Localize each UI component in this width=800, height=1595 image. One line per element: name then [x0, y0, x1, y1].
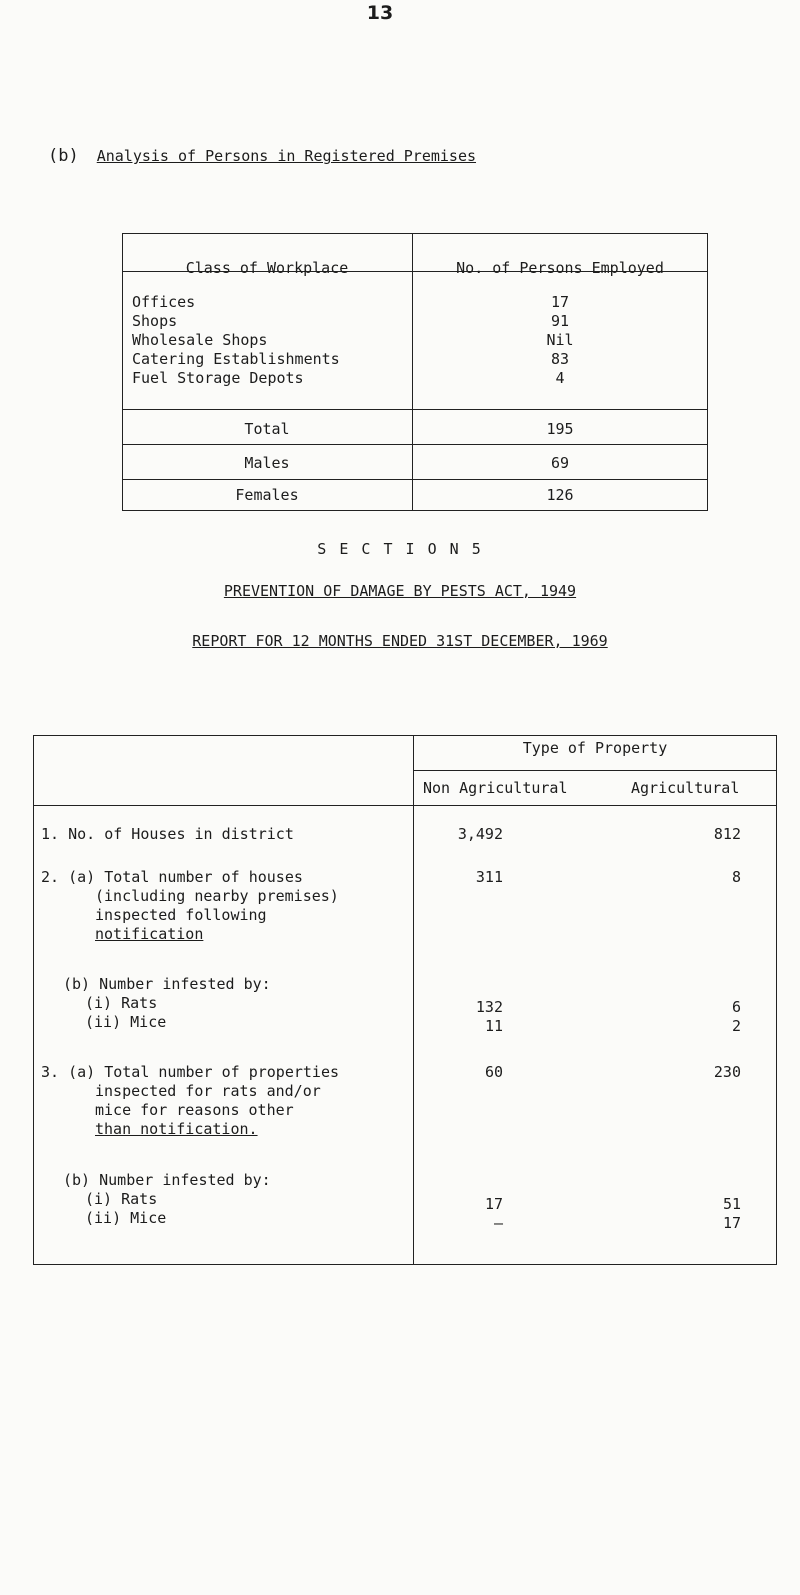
- females-count: 126: [546, 486, 574, 504]
- row-count: Nil: [546, 331, 574, 349]
- row3b-mice-non-agri: –: [493, 1214, 503, 1232]
- row2a-non-agri: 311: [475, 868, 503, 886]
- total-count: 195: [546, 420, 574, 438]
- total-label: Total: [244, 420, 290, 438]
- non-agricultural-header: Non Agricultural: [423, 779, 568, 797]
- section-b-label: (b): [48, 146, 79, 166]
- row3b-label: (b) Number infested by:: [63, 1171, 271, 1189]
- section-b-heading: [48, 146, 476, 166]
- row1-agri: 812: [713, 825, 741, 843]
- row3a-agri: 230: [713, 1063, 741, 1081]
- row-count: 17: [550, 293, 570, 311]
- row2a-label-4: notification: [95, 925, 204, 943]
- type-of-property-header: Type of Property: [522, 739, 668, 757]
- row3a-label-1: 3. (a) Total number of properties: [41, 1063, 340, 1081]
- agricultural-header: Agricultural: [631, 779, 740, 797]
- report-title: REPORT FOR 12 MONTHS ENDED 31ST DECEMBER, 1969: [192, 632, 608, 650]
- row2b-rats-label: (i) Rats: [85, 994, 158, 1012]
- row-class: Wholesale Shops: [132, 331, 268, 349]
- row-class: Shops: [132, 312, 178, 330]
- act-title: PREVENTION OF DAMAGE BY PESTS ACT, 1949: [223, 582, 577, 600]
- row2a-label-1: 2. (a) Total number of houses: [41, 868, 303, 886]
- header-persons-employed: No. of Persons Employed: [456, 259, 664, 277]
- row-class: Catering Establishments: [132, 350, 340, 368]
- row3b-rats-non-agri: 17: [484, 1195, 503, 1213]
- row2b-rats-agri: 6: [731, 998, 741, 1016]
- males-label: Males: [244, 454, 290, 472]
- row1-non-agri: 3,492: [457, 825, 503, 843]
- row3a-label-4: than notification.: [95, 1120, 258, 1138]
- row-count: 4: [555, 369, 565, 387]
- row2a-label-3: inspected following: [95, 906, 267, 924]
- row1-label: 1. No. of Houses in district: [41, 825, 294, 843]
- row3a-label-3: mice for reasons other: [95, 1101, 294, 1119]
- section-heading: S E C T I O N 5: [317, 540, 483, 558]
- row2b-mice-label: (ii) Mice: [85, 1013, 167, 1031]
- row-count: 83: [550, 350, 570, 368]
- page-number: 13: [366, 2, 394, 24]
- row-class: Offices: [132, 293, 196, 311]
- row-class: Fuel Storage Depots: [132, 369, 304, 387]
- row2a-label-2: (including nearby premises): [95, 887, 339, 905]
- row3b-rats-agri: 51: [722, 1195, 741, 1213]
- row3a-non-agri: 60: [484, 1063, 503, 1081]
- row3a-label-2: inspected for rats and/or: [95, 1082, 321, 1100]
- row2b-label: (b) Number infested by:: [63, 975, 271, 993]
- females-label: Females: [235, 486, 299, 504]
- premises-table: [122, 233, 708, 511]
- males-count: 69: [550, 454, 570, 472]
- row2b-rats-non-agri: 132: [475, 998, 503, 1016]
- row2b-mice-agri: 2: [731, 1017, 741, 1035]
- pests-table: [33, 735, 777, 1595]
- row2b-mice-non-agri: 11: [484, 1017, 503, 1035]
- row-count: 91: [550, 312, 570, 330]
- row3b-mice-label: (ii) Mice: [85, 1209, 167, 1227]
- section-b-title: Analysis of Persons in Registered Premises: [96, 147, 477, 165]
- header-class-of-workplace: Class of Workplace: [185, 259, 349, 277]
- row2a-agri: 8: [731, 868, 741, 886]
- row3b-mice-agri: 17: [722, 1214, 741, 1232]
- row3b-rats-label: (i) Rats: [85, 1190, 158, 1208]
